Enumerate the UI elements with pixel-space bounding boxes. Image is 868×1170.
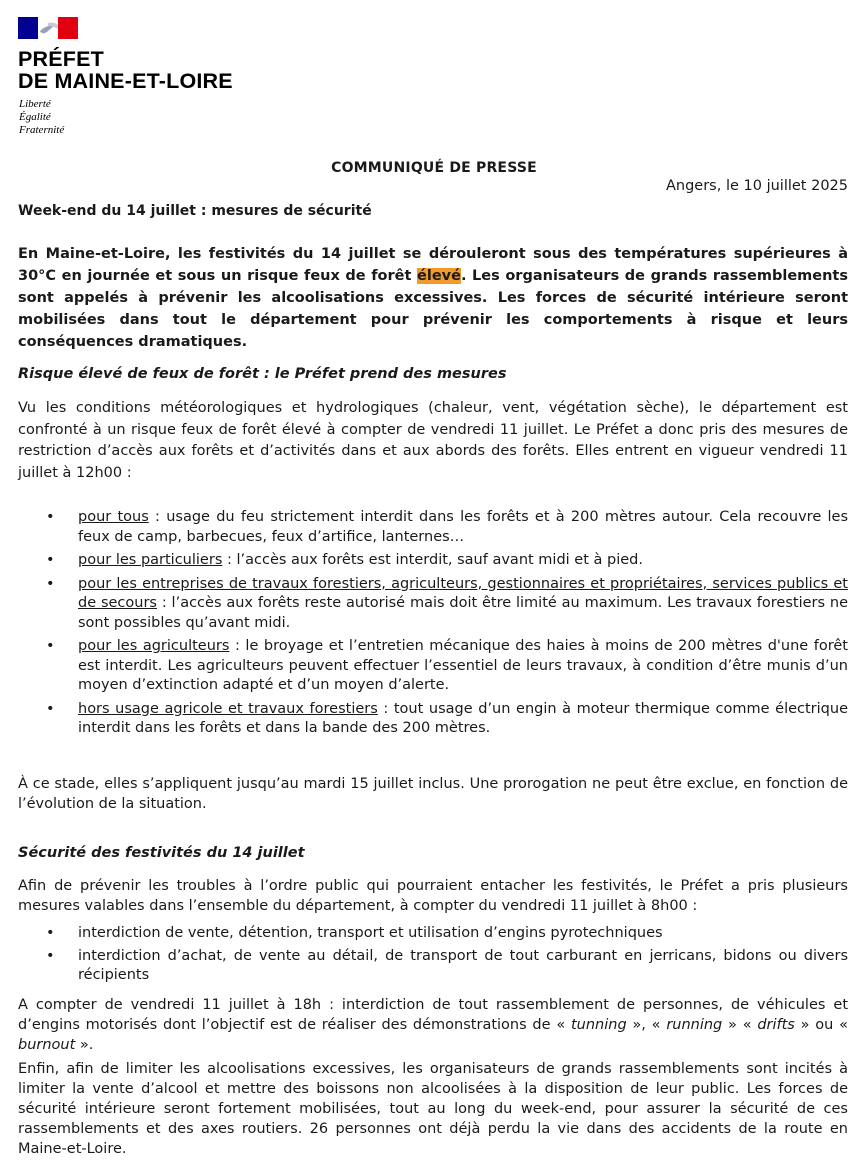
gathering-text: A compter de vendredi 11 juillet à 18h : interdiction de tout rassemblement de personnes, de véhicules et d’engins motorisés dont l’objectif est de réaliser des démonstrations de « <box>18 997 848 1033</box>
motto-egalite: Égalité <box>19 111 51 123</box>
list-item-text: interdiction de vente, détention, transport et utilisation d’engins pyrotechniques <box>78 925 663 941</box>
list-item <box>18 700 848 739</box>
bullet-icon: • <box>46 509 55 525</box>
list-item-label: pour les particuliers <box>78 552 223 568</box>
term-drifts: drifts <box>757 1017 795 1033</box>
lead-paragraph <box>18 243 848 353</box>
motto-liberte: Liberté <box>19 98 51 110</box>
list-item-label: pour les entreprises de travaux forestiers, agriculteurs, gestionnaires et propriétaires, services publics et de secours <box>78 575 848 611</box>
section-title-fire-risk: Risque élevé de feux de forêt : le Préfet prend des mesures <box>18 366 507 382</box>
list-item-label: pour tous <box>78 509 149 525</box>
fire-measures-list <box>18 508 848 743</box>
list-item-text: : l’accès aux forêts reste autorisé mais doit être limité au maximum. Les travaux forestiers ne sont possibles qu’avant midi. <box>78 595 849 631</box>
term-burnout: burnout <box>18 1037 76 1053</box>
bullet-icon: • <box>46 947 55 964</box>
date-line: Angers, le 10 juillet 2025 <box>665 178 848 194</box>
festivities-measures-list <box>18 924 848 989</box>
list-item <box>18 575 848 634</box>
document-type-heading: COMMUNIQUÉ DE PRESSE <box>331 160 537 176</box>
list-item <box>18 947 848 986</box>
list-item-text: : tout usage d’un engin à moteur thermique comme électrique interdit dans les forêts et dans la bande des 200 mètres. <box>78 700 848 736</box>
republic-motto <box>19 98 64 137</box>
list-item <box>18 924 848 944</box>
term-running: running <box>666 1017 723 1033</box>
lead-text-after: . Les organisateurs de grands rassemblements sont appelés à prévenir les alcoolisations excessives. Les forces de sécurité intérieure seront mobilisées dans tout le département pour prévenir les comportements à risque et leurs conséquences dramatiques. <box>18 268 848 350</box>
festivities-intro: Afin de prévenir les troubles à l’ordre public qui pourraient entacher les festivités, le Préfet a pris plusieurs mesures valables dans l’ensemble du département, à compter du vendredi 11 juillet à 8h00 : <box>18 878 848 914</box>
term-separator: » « <box>722 1017 758 1033</box>
bullet-icon: • <box>46 925 55 941</box>
term-separator: » ou « <box>794 1017 848 1033</box>
bullet-icon: • <box>46 552 55 568</box>
gathering-text-end: ». <box>75 1037 94 1053</box>
subject-line: Week-end du 14 juillet : mesures de sécurité <box>18 203 372 219</box>
fire-risk-outro: À ce stade, elles s’appliquent jusqu’au mardi 15 juillet inclus. Une prorogation ne peut être exclue, en fonction de l’évolution de la situation. <box>18 776 848 812</box>
list-item-text: interdiction d’achat, de vente au détail, de transport de tout carburant en jerricans, bidons ou divers récipients <box>78 947 848 983</box>
section-title-festivities: Sécurité des festivités du 14 juillet <box>18 845 305 861</box>
lead-highlight: élevé <box>417 268 461 284</box>
bullet-icon: • <box>46 575 55 592</box>
term-separator: », « <box>626 1017 667 1033</box>
list-item-label: pour les agriculteurs <box>78 638 230 654</box>
bullet-icon: • <box>46 638 55 654</box>
lead-text-before: En Maine-et-Loire, les festivités du 14 juillet se dérouleront sous des températures supérieures à 30°C en journée et sous un risque feux de forêt <box>18 246 848 284</box>
gathering-ban-paragraph <box>18 995 848 1055</box>
list-item <box>18 551 848 571</box>
term-tunning: tunning <box>570 1017 627 1033</box>
bullet-icon: • <box>46 700 55 717</box>
marianne-flag-logo <box>18 17 78 39</box>
prefecture-title <box>18 48 233 92</box>
list-item-label: hors usage agricole et travaux forestiers <box>78 700 378 717</box>
list-item-text: : l’accès aux forêts est interdit, sauf avant midi et à pied. <box>222 552 643 568</box>
list-item <box>18 637 848 696</box>
list-item <box>18 508 848 547</box>
prefecture-title-line1: PRÉFET <box>18 47 105 71</box>
fire-risk-intro: Vu les conditions météorologiques et hydrologiques (chaleur, vent, végétation sèche), le département est confronté à un risque feux de forêt élevé à compter de vendredi 11 juillet. Le Préfet a donc pris des mesures de restriction d’accès aux forêts et d’activités dans et aux abords des forêts. Elles entrent en vigueur vendredi 11 juillet à 12h00 : <box>18 400 848 481</box>
motto-fraternite: Fraternité <box>19 124 65 136</box>
alcohol-paragraph: Enfin, afin de limiter les alcoolisations excessives, les organisateurs de grands rassemblements sont incités à limiter la vente d’alcool et mettre des boissons non alcoolisées à la disposition de leur public. Les forces de sécurité intérieure seront fortement mobilisées, tout au long du week-end, pour assurer la sécurité de ces rassemblements et des axes routiers. 26 personnes ont déjà perdu la vie dans des accidents de la route en Maine-et-Loire. <box>18 1061 848 1157</box>
list-item-text: : le broyage et l’entretien mécanique des haies à moins de 200 mètres d'une forêt est interdit. Les agriculteurs peuvent effectuer l’essentiel de leurs travaux, à condition d’être munis d’un moyen d’extinction adapté et d’un moyen d’alerte. <box>78 638 848 693</box>
prefecture-title-line2: DE MAINE-ET-LOIRE <box>18 69 233 93</box>
list-item-text: : usage du feu strictement interdit dans les forêts et à 200 mètres autour. Cela recouvre les feux de camp, barbecues, feux d’artifice, lanternes… <box>78 509 849 545</box>
